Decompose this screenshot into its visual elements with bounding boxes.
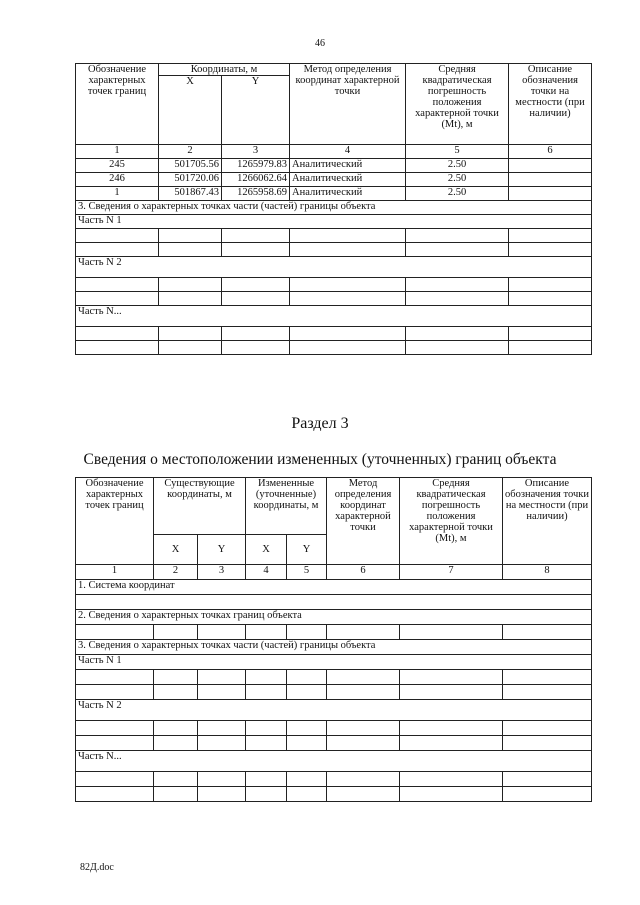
empty-row: [76, 341, 592, 355]
header-description: Описание обозначения точки на местности (при наличии): [509, 64, 592, 145]
col-num: 2: [154, 565, 198, 580]
column-numbers-row: [76, 565, 592, 580]
part-n-row: Часть N...: [76, 306, 592, 327]
header-method: Метод определения координат характерной точки: [327, 478, 400, 565]
header-existing-y: Y: [198, 535, 246, 565]
col-num: 4: [290, 145, 406, 159]
empty-row: [76, 721, 592, 736]
method-value: Аналитический: [290, 159, 406, 173]
empty-row: [76, 327, 592, 341]
header-changed-y: Y: [287, 535, 327, 565]
empty-row: [76, 772, 592, 787]
coordinates-table: [75, 63, 592, 355]
section-3-row: 3. Сведения о характерных точках части (частей) границы объекта: [76, 640, 592, 655]
col-num: 6: [327, 565, 400, 580]
method-value: Аналитический: [290, 173, 406, 187]
empty-row: [76, 625, 592, 640]
header-method: Метод определения координат характерной точки: [290, 64, 406, 145]
empty-row: [76, 292, 592, 306]
part-n-row: Часть N...: [76, 751, 592, 772]
header-error: Средняя квадратическая погрешность положения характерной точки (Mt), м: [400, 478, 503, 565]
header-description: Описание обозначения точки на местности (при наличии): [503, 478, 592, 565]
col-num: 6: [509, 145, 592, 159]
method-value: Аналитический: [290, 187, 406, 201]
description-value: [509, 159, 592, 173]
footer-filename: 82Д.doc: [80, 862, 114, 873]
y-value: 1266062.64: [222, 173, 290, 187]
col-num: 5: [406, 145, 509, 159]
section-heading: Раздел 3: [291, 415, 349, 432]
header-x: X: [159, 76, 222, 145]
error-value: 2.50: [406, 159, 509, 173]
error-value: 2.50: [406, 187, 509, 201]
col-num: 3: [222, 145, 290, 159]
section-2-row: 2. Сведения о характерных точках границ объекта: [76, 610, 592, 625]
empty-row: [76, 736, 592, 751]
x-value: 501867.43: [159, 187, 222, 201]
header-changed-x: X: [246, 535, 287, 565]
empty-row: [76, 229, 592, 243]
col-num: 3: [198, 565, 246, 580]
empty-row: [76, 278, 592, 292]
col-num: 1: [76, 565, 154, 580]
part-1-row: Часть N 1: [76, 215, 592, 229]
table-row: [76, 159, 592, 173]
point-id: 1: [76, 187, 159, 201]
x-value: 501705.56: [159, 159, 222, 173]
error-value: 2.50: [406, 173, 509, 187]
table-row: [76, 173, 592, 187]
point-id: 245: [76, 159, 159, 173]
x-value: 501720.06: [159, 173, 222, 187]
description-value: [509, 173, 592, 187]
section-3-row: 3. Сведения о характерных точках части (частей) границы объекта: [76, 201, 592, 215]
part-2-row: Часть N 2: [76, 257, 592, 278]
empty-row: [76, 685, 592, 700]
empty-row: [76, 243, 592, 257]
y-value: 1265979.83: [222, 159, 290, 173]
header-y: Y: [222, 76, 290, 145]
col-num: 7: [400, 565, 503, 580]
page-number: 46: [315, 38, 325, 49]
description-value: [509, 187, 592, 201]
header-existing-x: X: [154, 535, 198, 565]
part-1-row: Часть N 1: [76, 655, 592, 670]
col-num: 1: [76, 145, 159, 159]
changed-boundaries-table: [75, 477, 592, 802]
table-row: [76, 187, 592, 201]
header-designation: Обозначение характерных точек границ: [76, 64, 159, 145]
header-coords: Координаты, м: [159, 64, 290, 76]
point-id: 246: [76, 173, 159, 187]
part-2-row: Часть N 2: [76, 700, 592, 721]
header-designation: Обозначение характерных точек границ: [76, 478, 154, 565]
section-title: Сведения о местоположении измененных (уточненных) границ объекта: [83, 451, 557, 468]
col-num: 5: [287, 565, 327, 580]
header-error: Средняя квадратическая погрешность положения характерной точки (Mt), м: [406, 64, 509, 145]
empty-row: [76, 787, 592, 802]
empty-row: [76, 595, 592, 610]
column-numbers-row: [76, 145, 592, 159]
col-num: 8: [503, 565, 592, 580]
col-num: 4: [246, 565, 287, 580]
col-num: 2: [159, 145, 222, 159]
header-changed: Измененные (уточненные) координаты, м: [246, 478, 327, 535]
empty-row: [76, 670, 592, 685]
y-value: 1265958.69: [222, 187, 290, 201]
header-existing: Существующие координаты, м: [154, 478, 246, 535]
section-1-row: 1. Система координат: [76, 580, 592, 595]
